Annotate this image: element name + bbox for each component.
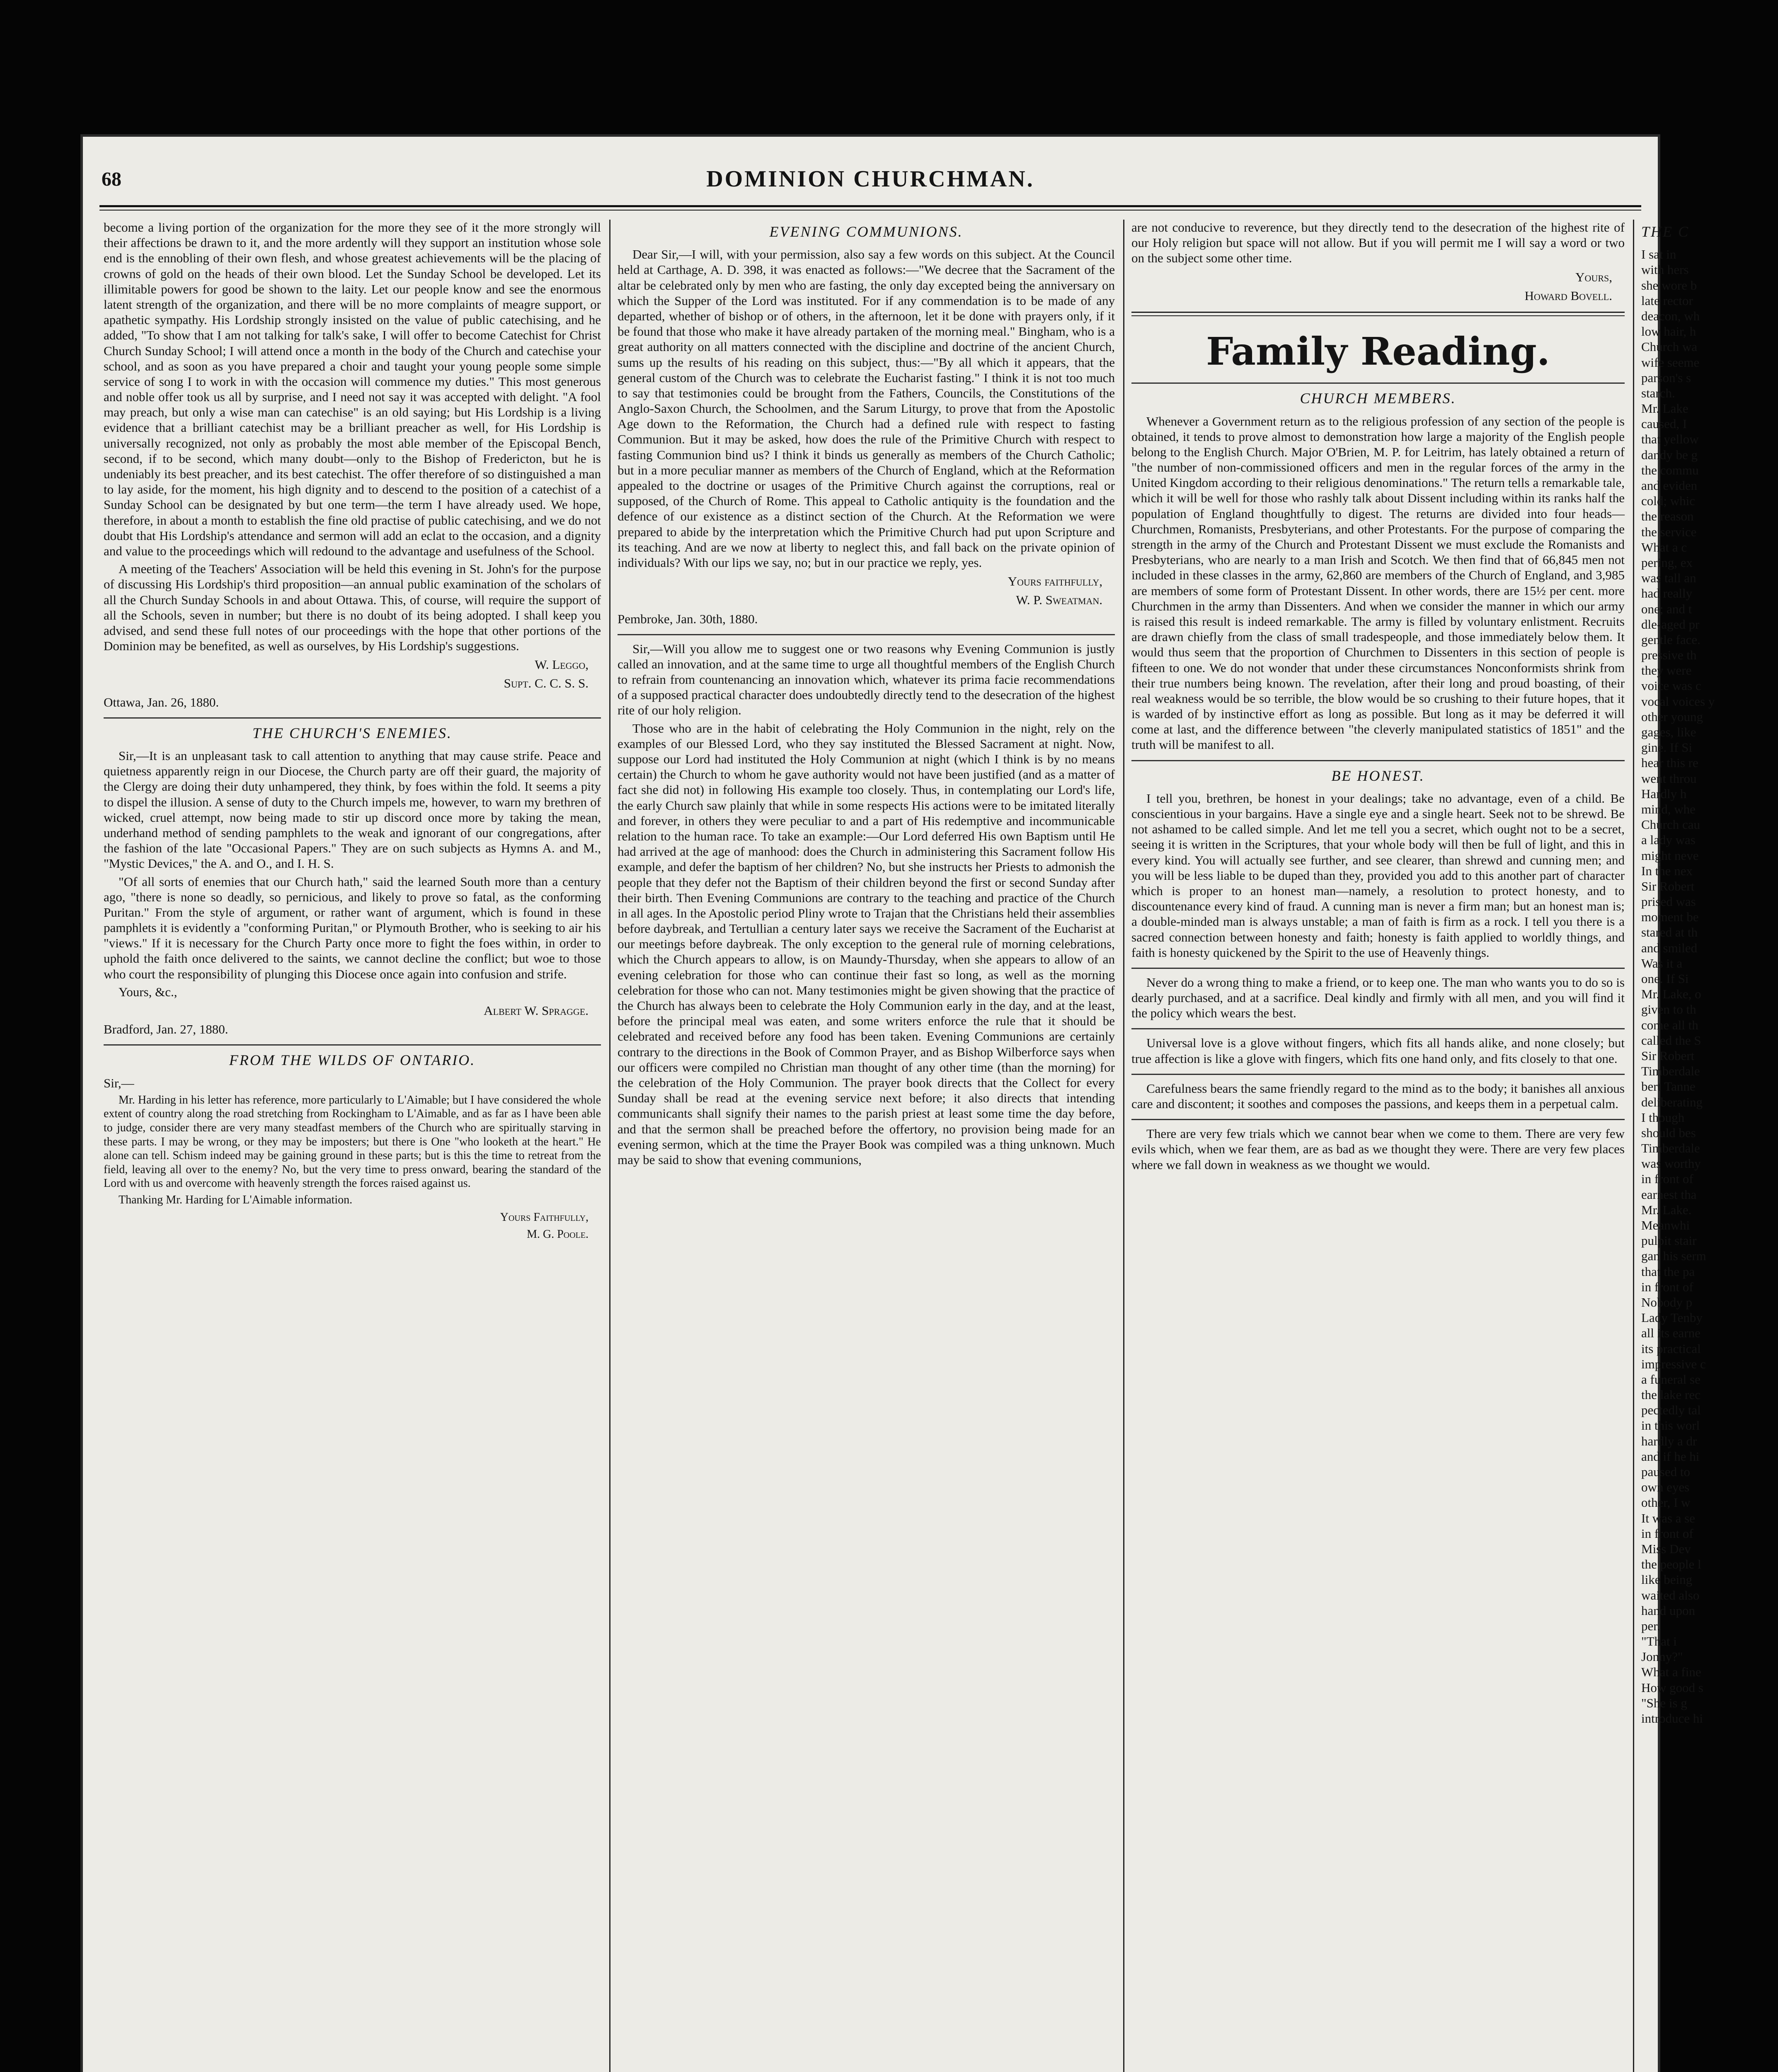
article-paragraph: Thanking Mr. Harding for L'Aimable information.: [119, 1193, 353, 1206]
fragment-line: gine. If Si: [1641, 740, 1693, 755]
fragment-line: hardly a dr: [1641, 1433, 1697, 1448]
fragment-line: paused to: [1641, 1464, 1690, 1479]
fragment-line: cold; whic: [1641, 494, 1695, 508]
fragment-line: that yellow: [1641, 432, 1699, 447]
article-paragraph: Carefulness bears the same friendly regard to the mind as to the body; it banishes all anxious care and discontent; it soothes and composes the passions, and keeps them in a perpetual calm.: [1131, 1081, 1625, 1111]
article-paragraph: There are very few trials which we cannot bear when we come to them. There are very few evils which, when we fear them, are as bad as we thought they were. There are very few places where we fall down in weakness as we thought we would.: [1131, 1126, 1625, 1172]
fragment-line: moment be: [1641, 910, 1699, 925]
closing: Yours Faithfully,: [500, 1210, 589, 1224]
fragment-line: its practical: [1641, 1341, 1701, 1356]
fragment-line: should bes: [1641, 1125, 1696, 1140]
column-3: [1131, 220, 1625, 2072]
separator: [1131, 382, 1625, 384]
fragment-line: caused, I: [1641, 416, 1687, 431]
separator: [1131, 1074, 1625, 1075]
fragment-line: might neve: [1641, 848, 1699, 863]
fragment-line: wife seeme: [1641, 355, 1700, 370]
fragment-line: gan his serm: [1641, 1249, 1706, 1264]
fragment-line: Mr. Lake.: [1641, 1202, 1692, 1217]
column-2: [618, 220, 1115, 2072]
signature: Albert W. Spragge.: [484, 1003, 589, 1018]
fragment-line: was tall an: [1641, 571, 1696, 586]
fragment-line: the service: [1641, 524, 1697, 539]
masthead: DOMINION CHURCHMAN.: [706, 166, 1034, 192]
fragment-line: dle-aged pr: [1641, 617, 1700, 632]
fragment-line: Church cau: [1641, 817, 1700, 832]
fragment-line: Hardly h: [1641, 786, 1687, 801]
fragment-line: impressive c: [1641, 1356, 1706, 1371]
fragment-line: pectedly tal: [1641, 1403, 1701, 1418]
article-paragraph: "Of all sorts of enemies that our Church hath," said the learned South more than a century ago, "there is none so deadly, so pernicious, and likely to prove so fatal, as the conforming Puritan." From the style of argument, or rather want of argument, which is found in these pamphlets it is evidently a "conforming Puritan," or Plymouth Brother, who is seeking to air his "views." If it is necessary for the Church Party once more to fight the foes within, in order to uphold the faith once delivered to the saints, we cannot decline the conflict; but woe to those who court the responsibility of plunging this Diocese once again into confusion and strife.: [104, 874, 601, 981]
article-paragraph: are not conducive to reverence, but they directly tend to the desecration of the highest rite of our Holy religion but space will not allow. But if you will permit me I will say a word or two on the subject some other time.: [1131, 220, 1625, 266]
fragment-line: Sir Robert: [1641, 879, 1695, 893]
fragment-line: Mr. Lake, o: [1641, 987, 1701, 1002]
signature: M. G. Poole.: [526, 1228, 589, 1241]
signature: Howard Bovell.: [1524, 288, 1612, 303]
fragment-line: and smiled: [1641, 940, 1698, 955]
fragment-line: Timberdale: [1641, 1064, 1700, 1079]
fragment-line: late rector: [1641, 293, 1693, 308]
fragment-line: a lady was: [1641, 833, 1696, 847]
fragment-line: hear this re: [1641, 755, 1698, 770]
column-divider: [609, 220, 610, 2072]
article-paragraph: Never do a wrong thing to make a friend, or to keep one. The man who wants you to do so is dearly purchased, and at a sacrifice. Deal kindly and firmly with all men, and you will find it the policy which wears the best.: [1131, 975, 1625, 1021]
fragment-line: Meanwhi: [1641, 1218, 1690, 1232]
closing: Yours faithfully,: [1008, 574, 1102, 589]
dateline: Bradford, Jan. 27, 1880.: [104, 1022, 228, 1037]
fragment-line: went throu: [1641, 771, 1697, 786]
fragment-line: in front of: [1641, 1526, 1693, 1541]
fragment-line: deliberating: [1641, 1094, 1703, 1109]
fragment-line: other, I w: [1641, 1495, 1691, 1510]
article-heading: EVENING COMMUNIONS.: [769, 223, 963, 240]
separator: [618, 634, 1115, 635]
header-rule: [99, 205, 1641, 211]
fragment-line: Timberdale: [1641, 1141, 1700, 1156]
fragment-line: like being: [1641, 1572, 1693, 1587]
fragment-line: come all th: [1641, 1017, 1698, 1032]
column-1: [104, 220, 601, 2072]
fragment-line: It was a se: [1641, 1510, 1695, 1525]
fragment-line: voice was c: [1641, 678, 1701, 693]
fragment-line: hand upon: [1641, 1603, 1696, 1618]
fragment-line: vocal voices y: [1641, 694, 1715, 709]
fragment-line: given to th: [1641, 1002, 1696, 1017]
fragment-line: all its earne: [1641, 1326, 1700, 1341]
fragment-line: the commu: [1641, 462, 1699, 477]
fragment-line: the reason: [1641, 509, 1694, 524]
fragment-line: gages, like: [1641, 725, 1696, 739]
page-header: [99, 166, 1641, 203]
fragment-line: I sat in: [1641, 247, 1676, 262]
fragment-line: What a fine: [1641, 1665, 1701, 1680]
fragment-line: prised was: [1641, 894, 1696, 909]
column-divider: [1633, 220, 1634, 2072]
fragment-line: with hers: [1641, 262, 1689, 277]
separator: [1131, 968, 1625, 969]
fragment-line: own eyes: [1641, 1480, 1690, 1495]
fragment-line: pressive th: [1641, 648, 1697, 663]
fragment-line: gentle face.: [1641, 632, 1700, 647]
signature-title: Supt. C. C. S. S.: [504, 676, 589, 691]
separator: [104, 1044, 601, 1046]
fragment-line: was worthy: [1641, 1156, 1701, 1171]
closing: Yours,: [1575, 269, 1612, 284]
article-heading: THE CHURCH'S ENEMIES.: [252, 724, 452, 741]
fragment-line: one; and t: [1641, 601, 1692, 616]
fragment-line: called the S: [1641, 1033, 1701, 1048]
fragment-line: Was it a: [1641, 956, 1683, 971]
fragment-line: she wore b: [1641, 278, 1697, 293]
fragment-line: deacon, wh: [1641, 308, 1700, 323]
fragment-line: earnest tha: [1641, 1187, 1697, 1202]
article-paragraph: Those who are in the habit of celebrating the Holy Communion in the night, rely on the examples of our Blessed Lord, who they say instituted the Blessed Sacrament at night. Now, suppose our Lord had instituted the Holy Communion at night (which I think is by no means certain) the Church to whom he gave authority would not have been justified (and as a matter of fact she did not) in following His example too closely. Thus, in contemplating our Lord's life, the early Church saw plainly that while in some respects His actions were to be imitated literally and forever, in others they were peculiar to and a part of His redemptive and incommunicable relation to the human race. To take an example:—Our Lord deferred His own Baptism until He had arrived at the age of manhood: does the Church in administering this Sacrament follow His example, and defer the baptism of her children? No, but she instructs her Priests to admonish the people that they defer not the Baptism of their children beyond the first or second Sunday after their birth. Then Evening Communions are contrary to the teaching and practice of the Church in all ages. In the Apostolic period Pliny wrote to Trajan that the Christians held their assemblies before daybreak, and Tertullian a century later says we receive the Sacrament of the Eucharist at our meetings before daybreak. The only exception to the general rule of morning celebrations, which the Church appears to allow, is on Maundy-Thursday, when she appears to allow of an evening celebration for those who can continue their fast so long, as well as the morning celebration for those who can not. Many testimonies might be given showing that the practice of the Church has always been to celebrate the Holy Communion early in the day, and at the least, before the principal meal was eaten, and some writers enforce the rule that it should be celebrated and received before any food has been taken. Evening Communions are certainly contrary to the directions in the Book of Common Prayer, and as Bishop Wilberforce says when our officers were compiled no Christian man thought of any other time (than the morning) for the celebration of the Holy Communion. The prayer book directs that the Collect for every Sunday shall be read at the evening service next before; it also directs that intending communicants shall signify their names to the parish priest at least some time the day before, and that the sermon shall be preached before the offertory, no provision being made for an evening sermon, which at the time the Prayer Book was compiled was a thing unknown. Much may be said to show that evening communions,: [618, 721, 1115, 1167]
fragment-line: in front of: [1641, 1172, 1693, 1186]
fragment-line: introduce hi: [1641, 1711, 1703, 1726]
fragment-line: starch.: [1641, 385, 1675, 400]
fragment-line: In the nex: [1641, 863, 1693, 878]
fragment-line: had really: [1641, 586, 1693, 601]
article-heading: BE HONEST.: [1331, 767, 1425, 784]
column-4-cutoff: [1641, 220, 1778, 2072]
article-paragraph: Universal love is a glove without fingers, which fits all hands alike, and none closely; but true affection is like a glove with fingers, which fits one hand only, and fits closely to that one.: [1131, 1036, 1625, 1066]
fragment-line: How good s: [1641, 1680, 1703, 1695]
fragment-line: one. If Si: [1641, 971, 1689, 986]
fragment-line: Nobody p: [1641, 1295, 1693, 1310]
fragment-line: "She is g: [1641, 1695, 1687, 1710]
fragment-line: pulpit stair: [1641, 1233, 1697, 1248]
fragment-line: Jonny?": [1641, 1649, 1683, 1664]
article-paragraph: Whenever a Government return as to the religious profession of any section of the people is obtained, it tends to prove almost to demonstration how large a majority of the English people belong to the English Church. Major O'Brien, M. P. for Leitrim, has lately obtained a return of "the number of non-commissioned officers and men in the regular forces of the army in the United Kingdom according to their religious denominations." The return tells a remarkable tale, which it will be well for those who rashly talk about Dissent including within its ranks half the population of England thoughtfully to digest. The returns are divided into four heads—Churchmen, Romanists, Presbyterians, and other Protestants. For the purpose of comparing the strength in the army of the Church and Protestant Dissent we must exclude the Romanists and Presbyterians, who are nearly to a man Irish and Scotch. We then find that of 66,845 men not included in these classes in the army, 62,860 are members of the Church of England, and 3,985 are members of some form of Protestant Dissent. In other words, there are 15½ per cent. more Churchmen in the army than Dissenters. And when we consider the manner in which our army is raised this result is indeed remarkable. The army is filled by voluntary enlistment. Recruits are drawn chiefly from the class of small tradespeople, and those immediately below them. It would thus seem that the proportion of Churchmen to Dissenters in this section of people is fifteen to one. We do not wonder that under these circumstances Nonconformists shrink from their true numbers being known. The revelation, after their long and proud boasting, of their real weakness would be so terrible, the blow would be so crushing to their future hopes, that it is warded of by instinctive effort as long as possible. But long as it may be deferred it will come at last, and the difference between "the cleverly manipulated statistics of 1851" and the truth will be manifest to all.: [1131, 414, 1625, 752]
fragment-line: stared at th: [1641, 925, 1698, 940]
fragment-line: What a c: [1641, 540, 1687, 554]
article-paragraph: Dear Sir,—I will, with your permission, also say a few words on this subject. At the Council held at Carthage, A. D. 398, it was enacted as follows:—"We decree that the Sacrament of the altar be celebrated only by men who are fasting, the only day excepted being the anniversary on which the Supper of the Lord was instituted. For if any commendation is to be made of any departed, whether of bishop or of others, in the afternoon, let it be done with prayers only, if it be found that those who make it have already partaken of the morning meal." Bingham, who is a great authority on all matters connected with the discipline and doctrine of the ancient Church, sums up the results of his reading on this subject, thus:—"By all which it appears, that the general custom of the Church was to celebrate the Eucharist fasting." I think it is not too much to say that testimonies could be brought from the Fathers, Councils, the Constitutions of the Anglo-Saxon Church, the Schoolmen, and the Sarum Liturgy, to prove that from the Apostolic Age down to the Reformation, the Church had a defined rule with respect to fasting Communion. But it may be asked, how does the rule of the Primitive Church with respect to fasting Communion bind us? I think it binds us generally as members of the Church Catholic; but in a more peculiar manner as members of the Church of England, which at the Reformation appealed to the doctrine or usages of the Primitive Church against the corruptions, real or supposed, of the Church of Rome. This appeal to Catholic antiquity is the foundation and the defence of our existence as a distinct section of the Church. At the Reformation we were prepared to abide by the interpretation which the Primitive Church had put upon Scripture and its teaching. And are we now at liberty to neglect this, and fall back on the private opinion of individuals? With our lips we say, no; but in our practice we reply, yes.: [618, 247, 1115, 570]
separator: [104, 717, 601, 719]
fragment-line: "That i: [1641, 1634, 1677, 1649]
article-paragraph: A meeting of the Teachers' Association will be held this evening in St. John's for the purpose of discussing His Lordship's third proposition—an annual public examination of the scholars of all the Church Sunday Schools in and about Ottawa. This, of course, will require the support of all the Schools, seven in number; but there is no doubt of its being adopted. I shall keep you advised, and send these full notes of our proceedings with the hope that other portions of the Dominion may be benefited, as well as ourselves, by His Lordship's suggestions.: [104, 562, 601, 654]
article-heading: THE C: [1641, 223, 1690, 240]
closing: Yours, &c.,: [119, 984, 177, 999]
fragment-line: I though: [1641, 1110, 1685, 1125]
separator: [1131, 1028, 1625, 1029]
separator: [1131, 760, 1625, 761]
fragment-line: and eviden: [1641, 478, 1698, 493]
article-paragraph: Mr. Harding in his letter has reference, more particularly to L'Aimable; but I have considered the whole extent of country along the road stretching from Rockingham to L'Aimable, and as far as I have been able to judge, consider there are very many steadfast members of the Church who are spiritually starving in these parts. I may be wrong, or they may be imposters; but there is One "who looketh at the heart." He alone can tell. Schism indeed may be gaining ground in these parts; but is this the time to retreat from the field, leaving all over to the enemy? No, but the very time to press onward, bearing the standard of the Lord with us and overcome with heavenly strength the forces raised against us.: [104, 1093, 601, 1190]
article-heading: CHURCH MEMBERS.: [1300, 390, 1456, 407]
fragment-line: the people l: [1641, 1557, 1701, 1572]
fragment-line: Sir Robert: [1641, 1048, 1695, 1063]
dateline: Pembroke, Jan. 30th, 1880.: [618, 611, 758, 626]
separator: [1131, 1119, 1625, 1120]
fragment-line: Mr. Lake: [1641, 401, 1688, 416]
salutation: Sir,—: [104, 1075, 134, 1090]
fragment-line: dandy be g: [1641, 447, 1698, 462]
fragment-line: the lake rec: [1641, 1387, 1700, 1402]
fragment-line: Church wa: [1641, 339, 1698, 354]
fragment-line: in this worl: [1641, 1418, 1700, 1433]
fragment-line: per.: [1641, 1618, 1660, 1633]
fragment-line: other young: [1641, 709, 1703, 724]
article-paragraph: become a living portion of the organization for the more they see of it the more strongly will their affections be drawn to it, and the more ardently will they support an institution whose sole end is the ennobling of their own flesh, and whose greatest achievements will be the placing of crowns of gold on the heads of their own blood. Let the Sunday School be developed. Let its illimitable powers for good be shown to the laity. Let our people know and see the enormous latent strength of the organization, and there will be no more complaints of meagre support, or apathetic sympathy. His Lordship strongly insisted on the value of public catechising, and he added, "To show that I am not talking for talk's sake, I will offer to become Catechist for Christ Church Sunday School; I will attend once a month in the body of the Church and catechise your school, and as soon as you have prepared a choir and taught your young people some simple service of song I to work in with the occasion will commence my duties." This most generous and noble offer took us all by surprise, and I need not say it was accepted with delight. "A fool may preach, but only a wise man can catechise" is an old saying; but His Lordship is a living evidence that a brilliant catechist may be a brilliant preacher as well, for His Lordship is universally recognized, not only as probably the most able member of the Episcopal Bench, second, if to be second, which many doubt—only to the Bishop of Fredericton, but he is undeniably its best preacher, and its best catechist. The offer therefore of so distinguished a man to lay aside, for the moment, his high dignity and to descend to the position of a catechist of a Sunday School can be designated by but one term—the term I have already used. We hope, therefore, in about a month to establish the fine old practise of public catechising, and we do not doubt that His Lordship's attendance and sermon will add an eclat to the occasion, and a dignity and value to the proceedings which will redound to the advantage and usefulness of the School.: [104, 220, 601, 558]
fragment-line: parson's s: [1641, 370, 1691, 385]
fragment-line: pering, ex: [1641, 555, 1693, 570]
article-paragraph: Sir,—Will you allow me to suggest one or two reasons why Evening Communion is justly called an innovation, and at the same time to urge all thoughtful members of the English Church to refrain from countenancing an innovation which, whatever its prima facie recommendations of a supposed practical character does undoubtedly directly tend to the desecration of the highest rite of our holy religion.: [618, 641, 1115, 718]
article-paragraph: I tell you, brethren, be honest in your dealings; take no advantage, even of a child. Be conscientious in your bargains. Have a single eye and a single heart. Seek not to be shrewd. Be not ashamed to be called simple. And let me tell you a secret, which ought not to be a secret, seeing it is written in the Scriptures, that your whole body will then be full of light, and this in every kind. You will actually see further, and see clearer, than shrewd and cunning men; and you will be less liable to be duped than they, provided you add to this another part of character which is proper to an honest man—namely, a resolution to protect honesty, and to discountenance every kind of fraud. A cunning man is never a firm man; but an honest man is; a double-minded man is always unstable; a man of faith is firm as a rock. I tell you there is a sacred connection between honesty and faith; honesty is faith applied to worldly things, and faith is honesty quickened by the Spirit to the use of Heavenly things.: [1131, 791, 1625, 960]
fragment-line: Lady Tenby: [1641, 1310, 1703, 1325]
fragment-line: bert Tanne: [1641, 1079, 1696, 1094]
separator: [1131, 312, 1625, 316]
fragment-line: low hair, h: [1641, 324, 1696, 339]
article-heading: FROM THE WILDS OF ONTARIO.: [229, 1052, 476, 1069]
fragment-line: a funeral se: [1641, 1372, 1700, 1387]
fragment-line: they were: [1641, 663, 1692, 678]
fragment-list: [1641, 247, 1778, 1726]
page-number: 68: [102, 168, 121, 190]
fragment-line: that the pa: [1641, 1264, 1695, 1279]
fragment-line: waited also: [1641, 1588, 1700, 1602]
newspaper-page: [83, 137, 1715, 2072]
column-divider: [1123, 220, 1124, 2072]
fragment-line: and if he hi: [1641, 1449, 1700, 1464]
fragment-line: in front of: [1641, 1279, 1693, 1294]
signature: W. P. Sweatman.: [1016, 593, 1102, 608]
dateline: Ottawa, Jan. 26, 1880.: [104, 695, 219, 709]
signature: W. Leggo,: [535, 657, 589, 672]
section-title: Family Reading.: [1206, 329, 1550, 374]
fragment-line: Miss Dev: [1641, 1541, 1691, 1556]
article-paragraph: Sir,—It is an unpleasant task to call attention to anything that may cause strife. Peace and quietness apparently reign in our Diocese, the Church party are off their guard, the majority of the Clergy are doing their duty unhampered, they think, by foes within the fold. It seems a pity to dispel the illusion. A sense of duty to the Church impels me, however, to warn my brethren of wicked, cruel attempt, now being made to stir up discord once more by taking the mean, underhand method of sending pamphlets to the weak and ignorant of our congregations, after the fashion of the late "Occasional Papers." They are on such subjects as Hymns A. and M., "Mystic Devices," the A. and O., and I. H. S.: [104, 748, 601, 871]
fragment-line: mind, whe: [1641, 801, 1696, 816]
